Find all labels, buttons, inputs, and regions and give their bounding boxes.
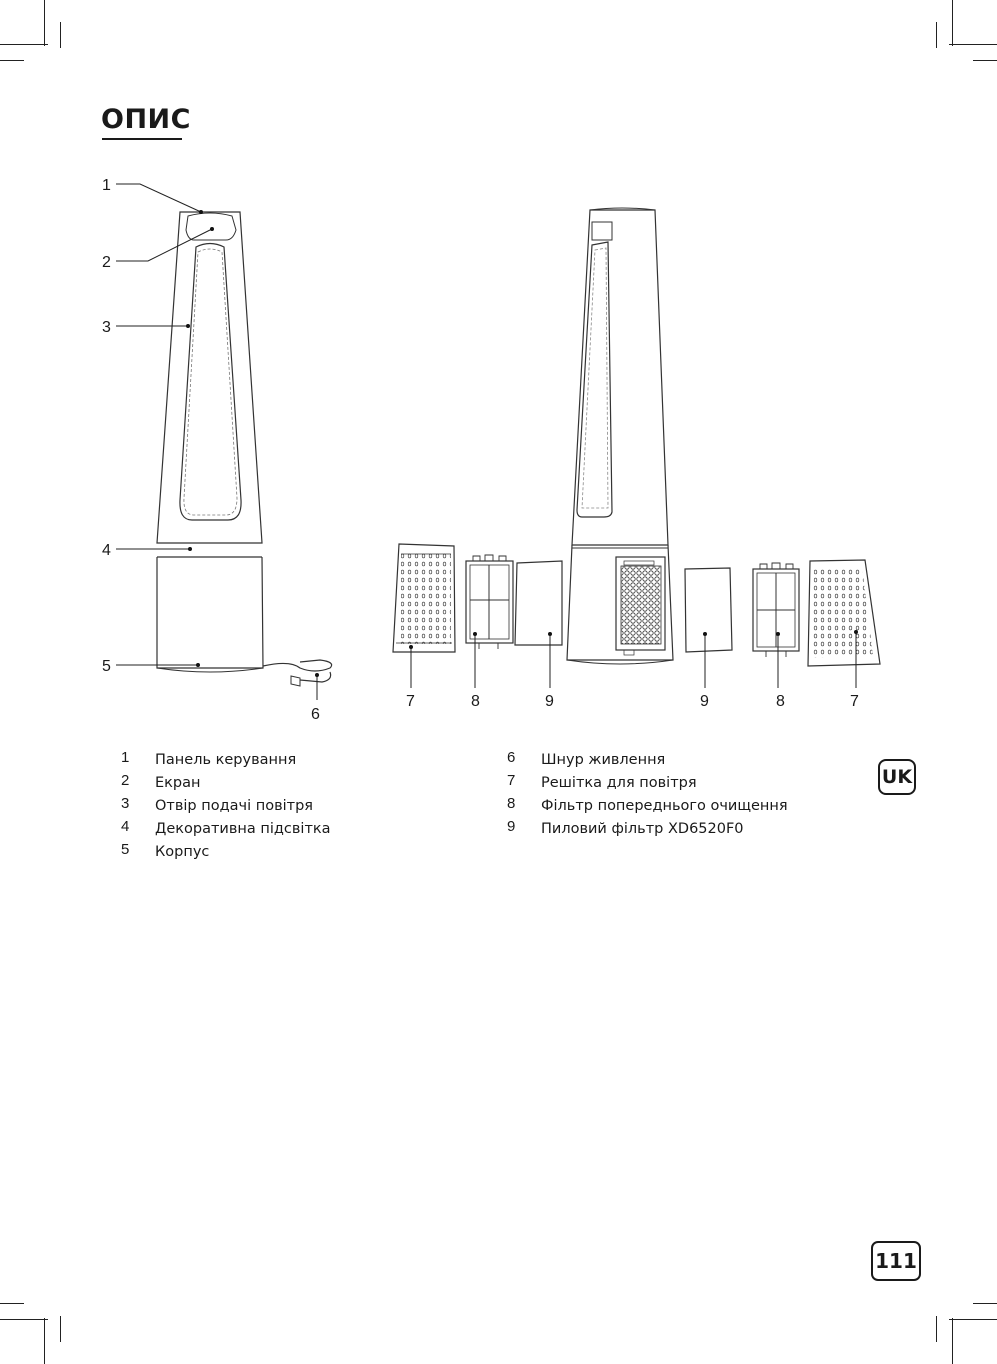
callout-1: 1: [102, 177, 111, 194]
callout-5: 5: [102, 658, 111, 675]
leader-lines: [116, 184, 856, 700]
legend-text: Отвір подачі повітря: [155, 798, 314, 814]
crop-mark: [936, 1316, 937, 1342]
tower-front-view: [157, 212, 332, 686]
legend-number: 8: [507, 795, 516, 812]
crop-mark: [0, 1319, 48, 1320]
legend-text: Фільтр попереднього очищення: [541, 798, 788, 814]
crop-mark: [973, 1303, 997, 1304]
air-grille-right: [808, 560, 880, 666]
callout-7-left: 7: [406, 693, 415, 710]
legend-number: 1: [121, 749, 130, 766]
callout-9-left: 9: [545, 693, 554, 710]
dust-filter-left: [515, 561, 562, 645]
legend-number: 5: [121, 841, 130, 858]
legend-number: 4: [121, 818, 130, 835]
legend-number: 2: [121, 772, 130, 789]
pre-filter-left: [466, 555, 513, 649]
legend-item: [507, 818, 847, 841]
legend-item: [507, 795, 847, 818]
callout-9-right: 9: [700, 693, 709, 710]
legend-item: [121, 818, 451, 841]
callout-6: 6: [311, 706, 320, 723]
legend-text: Пиловий фільтр XD6520F0: [541, 821, 744, 837]
callout-2: 2: [102, 254, 111, 271]
crop-mark: [949, 1319, 997, 1320]
pre-filter-right: [753, 563, 799, 657]
legend-item: [507, 749, 847, 772]
legend-text: Шнур живлення: [541, 752, 666, 768]
page-number: 111: [871, 1241, 921, 1281]
callout-3: 3: [102, 319, 111, 336]
crop-mark: [60, 1316, 61, 1342]
language-badge: UK: [878, 759, 916, 795]
tower-back-view: [567, 208, 673, 664]
legend-text: Решітка для повітря: [541, 775, 697, 791]
legend-item: [121, 772, 451, 795]
dust-filter-right: [685, 568, 732, 652]
legend-number: 7: [507, 772, 516, 789]
air-grille-left: [393, 544, 455, 652]
legend-number: 3: [121, 795, 130, 812]
legend-number: 9: [507, 818, 516, 835]
crop-mark: [0, 1303, 24, 1304]
crop-mark: [952, 1318, 953, 1364]
parts-legend-left: [121, 749, 451, 864]
callout-7-right: 7: [850, 693, 859, 710]
callout-8-left: 8: [471, 693, 480, 710]
legend-item: [121, 795, 451, 818]
section-title: ОПИС: [101, 104, 191, 135]
callout-8-right: 8: [776, 693, 785, 710]
legend-text: Екран: [155, 775, 201, 791]
crop-mark: [44, 1318, 45, 1364]
legend-text: Корпус: [155, 844, 210, 860]
legend-item: [121, 749, 451, 772]
legend-text: Декоративна підсвітка: [155, 821, 331, 837]
parts-legend-right: [507, 749, 847, 841]
callout-4: 4: [102, 542, 111, 559]
legend-number: 6: [507, 749, 516, 766]
legend-item: [507, 772, 847, 795]
legend-item: [121, 841, 451, 864]
legend-text: Панель керування: [155, 752, 297, 768]
